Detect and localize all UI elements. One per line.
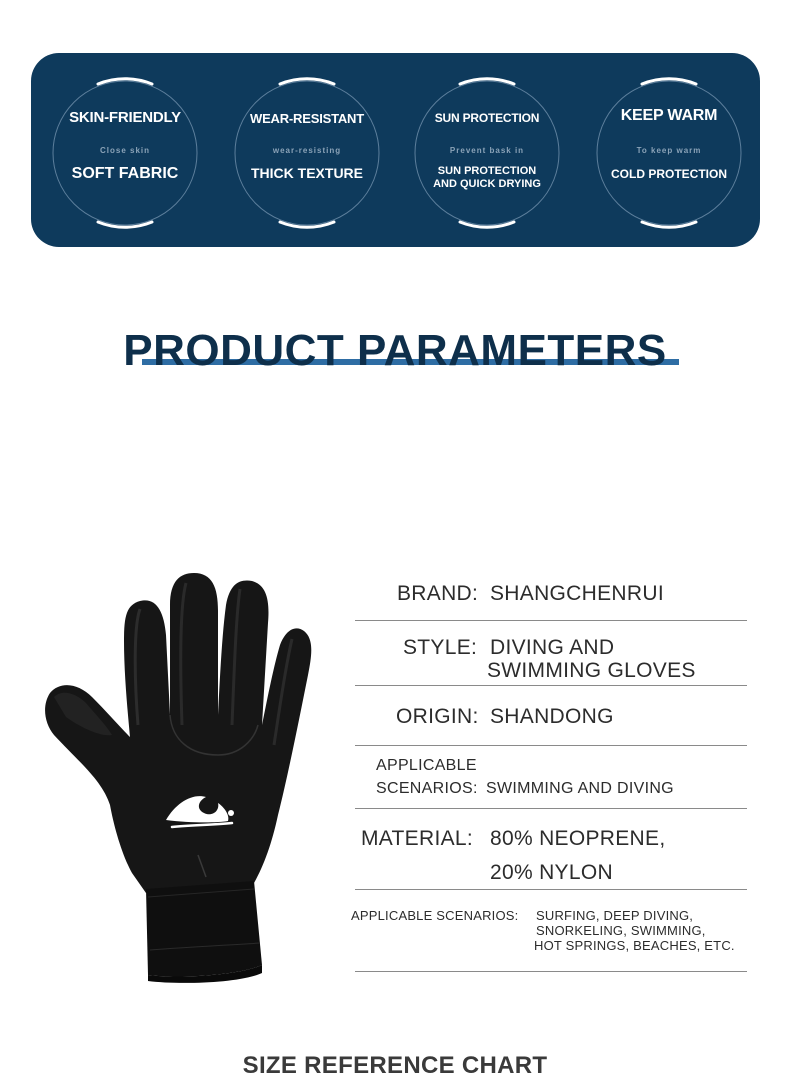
feature-badge-wear-resistant [233, 79, 381, 227]
glove-product-image [40, 565, 315, 995]
feature-badge-skin-friendly [51, 79, 199, 227]
param-row-style [355, 621, 747, 686]
feature-caption: COLD PROTECTION [611, 167, 727, 181]
feature-title: SUN PROTECTION [434, 111, 540, 125]
param-value-style-line-2: SWIMMING GLOVES [487, 659, 696, 682]
param-label-origin: ORIGIN: [396, 705, 479, 728]
parameters-list [351, 565, 747, 975]
feature-badge-keep-warm [595, 79, 743, 227]
feature-badge-sun-protection [413, 79, 561, 227]
param-value-applicable: SWIMMING AND DIVING [486, 780, 674, 797]
features-banner [31, 53, 760, 247]
section-header [0, 322, 790, 382]
param-label-style: STYLE: [403, 636, 478, 659]
param-value-origin: SHANDONG [490, 705, 614, 728]
feature-title: SKIN-FRIENDLY [69, 109, 181, 126]
size-chart-title: SIZE REFERENCE CHART [242, 1052, 548, 1079]
feature-subtitle: wear-resisting [272, 146, 342, 155]
feature-caption: SOFT FABRIC [71, 165, 179, 182]
param-label-applicable-line-2: SCENARIOS: [376, 780, 478, 797]
feature-title: KEEP WARM [620, 107, 718, 124]
param-row-scenarios [351, 890, 747, 972]
param-row-material [355, 809, 747, 890]
param-row-origin [355, 686, 747, 746]
param-value-material-line-2: 20% NYLON [490, 861, 613, 884]
feature-subtitle: Close skin [99, 146, 150, 155]
param-label-applicable-line-1: APPLICABLE [376, 757, 477, 774]
feature-caption: THICK TEXTURE [251, 165, 363, 181]
param-row-applicable [355, 746, 747, 809]
param-row-brand [355, 565, 747, 621]
feature-subtitle: Prevent bask in [449, 146, 525, 155]
feature-caption-line-2: AND QUICK DRYING [433, 178, 541, 190]
param-label-material: MATERIAL: [361, 827, 473, 850]
section-title: PRODUCT PARAMETERS [123, 326, 667, 375]
param-label-scenarios: APPLICABLE SCENARIOS: [351, 908, 519, 923]
param-value-material-line-1: 80% NEOPRENE, [490, 827, 666, 850]
param-value-scenarios-line-3: HOT SPRINGS, BEACHES, ETC. [534, 938, 735, 953]
param-value-style-line-1: DIVING AND [490, 636, 615, 659]
feature-subtitle: To keep warm [636, 146, 702, 155]
param-value-brand: SHANGCHENRUI [490, 582, 664, 605]
feature-caption-line-1: SUN PROTECTION [437, 165, 537, 177]
param-label-brand: BRAND: [397, 582, 479, 605]
param-value-scenarios-line-2: SNORKELING, SWIMMING, [536, 923, 706, 938]
param-value-scenarios-line-1: SURFING, DEEP DIVING, [536, 908, 694, 923]
feature-title: WEAR-RESISTANT [250, 111, 364, 126]
